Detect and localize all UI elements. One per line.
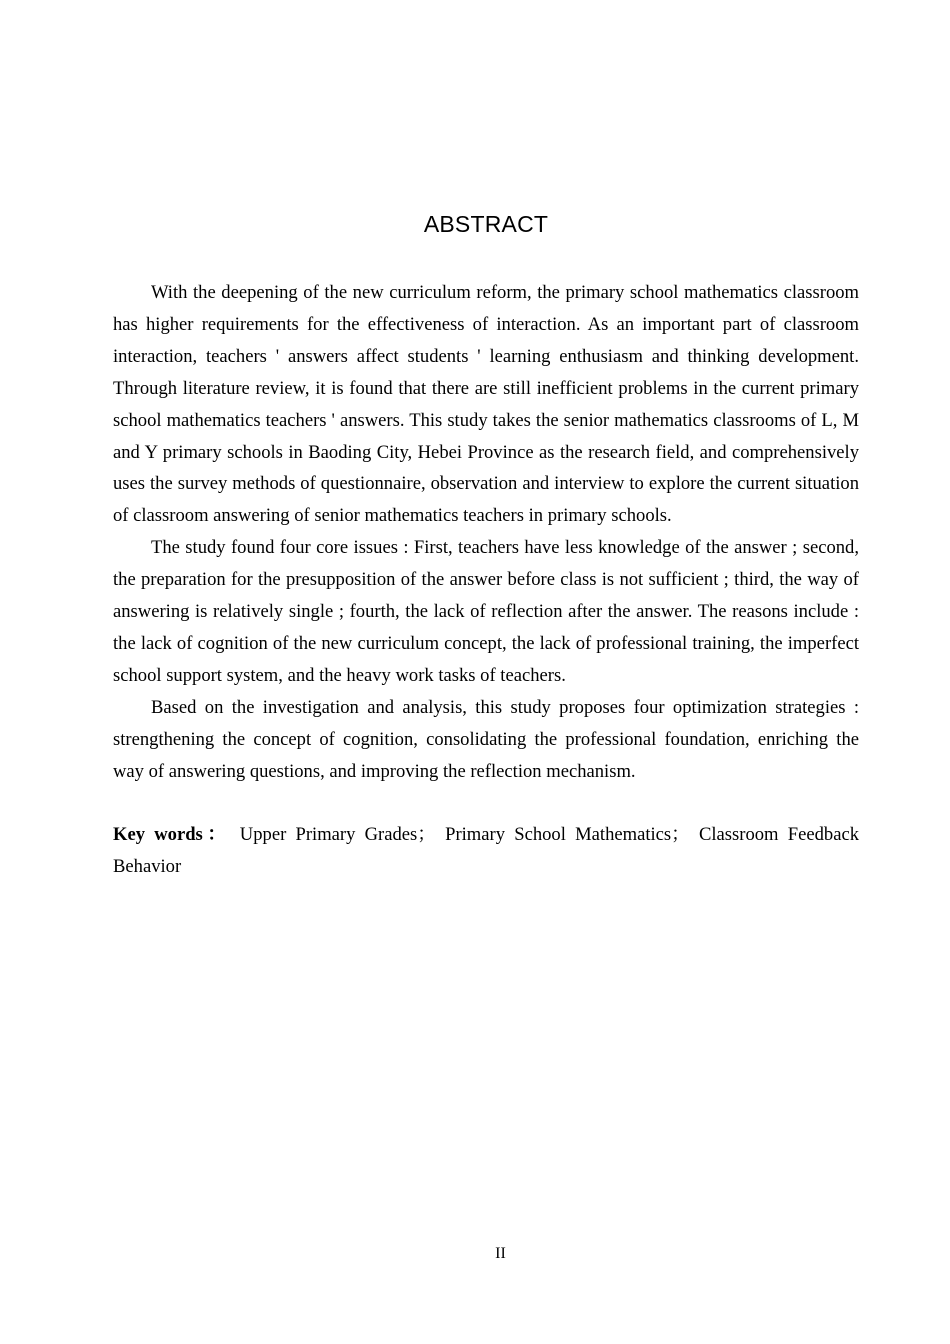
keywords-text: Upper Primary Grades； Primary School Mathematics； Classroom Feedback Behavior (113, 824, 859, 877)
keywords-line (113, 819, 859, 883)
keywords-label: Key words： (113, 824, 231, 845)
abstract-title: ABSTRACT (423, 211, 549, 237)
abstract-body (113, 277, 859, 788)
abstract-paragraph-2: The study found four core issues : First, teachers have less knowledge of the answer ; second, the preparation for the presupposition of the answer before class is not sufficient ; third, the way of answering is relatively single ; fourth, the lack of reflection after the answer. The reasons include : the lack of cognition of the new curriculum concept, the lack of professional training, the imperfect school support system, and the heavy work tasks of teachers. (113, 537, 859, 686)
page-number: II (495, 1245, 506, 1262)
abstract-paragraph-3: Based on the investigation and analysis, this study proposes four optimization strategies : strengthening the concept of cognition, consolidating the professional foundation, enriching the way of answering questions, and improving the reflection mechanism. (113, 696, 859, 782)
abstract-paragraph-1: With the deepening of the new curriculum reform, the primary school mathematics classroom has higher requirements for the effectiveness of interaction. As an important part of classroom interaction, teachers ' answers affect students ' learning enthusiasm and thinking development. Through literature review, it is found that there are still inefficient problems in the current primary school mathematics teachers ' answers. This study takes the senior mathematics classrooms of L, M and Y primary schools in Baoding City, Hebei Province as the research field, and comprehensively uses the survey methods of questionnaire, observation and interview to explore the current situation of classroom answering of senior mathematics teachers in primary schools. (113, 282, 859, 527)
